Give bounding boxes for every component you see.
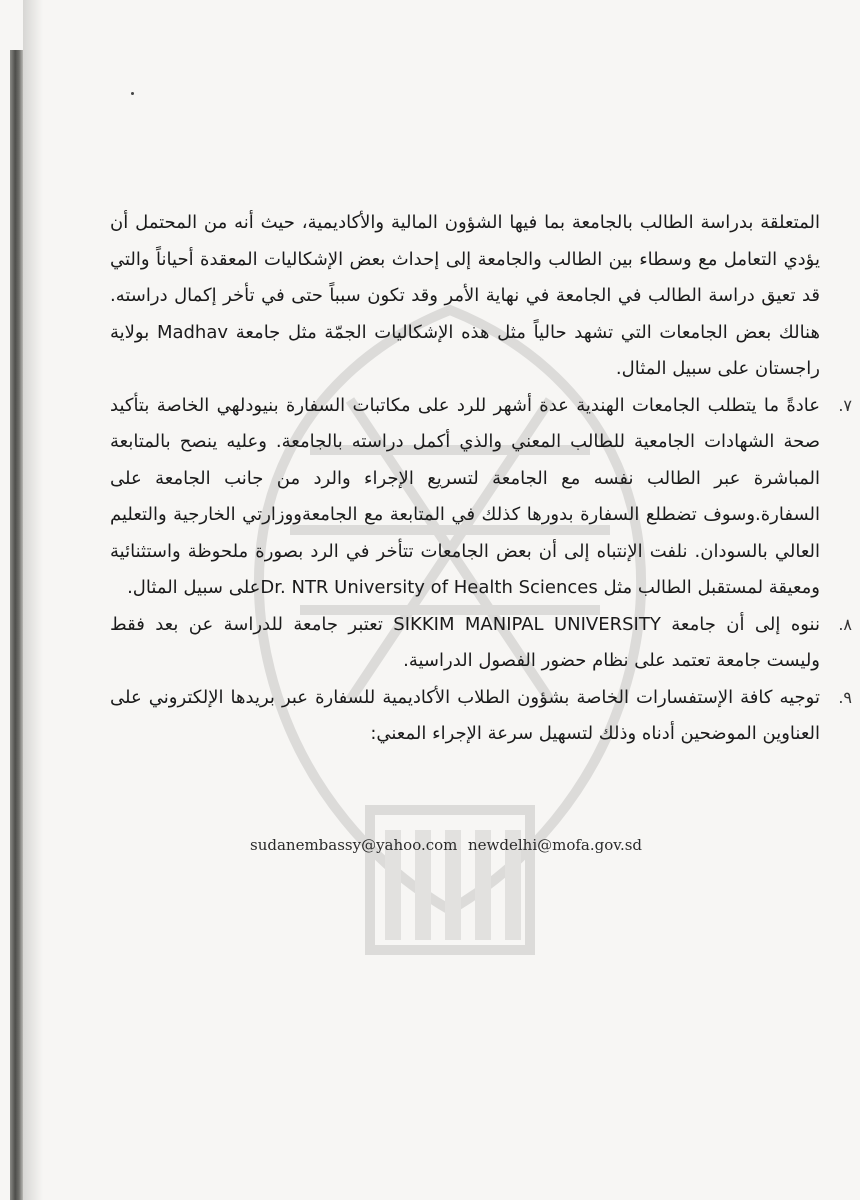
item-number: ٧. [838, 395, 852, 415]
item-text: ننوه إلى أن جامعة SIKKIM MANIPAL UNIVERSITY تعتبر جامعة للدراسة عن بعد فقط وليست جامعة تعتمد على نظام حضور الفصول الدراسية. [110, 613, 821, 671]
email-mofa-link[interactable]: newdelhi@mofa.gov.sd [468, 836, 643, 854]
intro-paragraph: المتعلقة بدراسة الطالب بالجامعة بما فيها الشؤون المالية والأكاديمية، حيث أنه من المحتمل أن يؤدي التعامل مع وسطاء بين الطالب والجامعة إلى إحداث بعض الإشكاليات المعقدة أحياناً والتي قد تعيق دراسة الطالب في الجامعة في نهاية الأمر وقد تكون سبباً حتى في تأخر إكمال دراسته. هنالك بعض الجامعات التي تشهد حالياً مثل هذه الإشكاليات الجمّة مثل جامعة Madhav بولاية راجستان على سبيل المثال. [110, 212, 820, 379]
document-body [110, 205, 852, 753]
list-item-7 [110, 388, 852, 607]
binding-strip [10, 50, 23, 1200]
binding-shadow [23, 0, 43, 1200]
scan-speck [131, 92, 134, 95]
list-item-8 [110, 607, 852, 680]
item-text: توجيه كافة الإستفسارات الخاصة بشؤون الطلاب الأكاديمية للسفارة عبر بريدها الإلكتروني على العناوين الموضحين أدناه وذلك لتسهيل سرعة الإجراء المعني: [110, 686, 820, 744]
list-item-9 [110, 680, 852, 753]
item-number: ٩. [838, 687, 852, 707]
item-number: ٨. [838, 614, 852, 634]
item-text: عادةً ما يتطلب الجامعات الهندية عدة أشهر للرد على مكاتبات السفارة بنيودلهي الخاصة بتأكيد صحة الشهادات الجامعية للطالب المعني والذي أكمل دراسته بالجامعة. وعليه ينصح بالمتابعة المباشرة عبر الطالب نفسه مع الجامعة لتسريع الإجراء والرد من جانب الجامعة على السفارة.وسوف تضطلع السفارة بدورها كذلك في المتابعة مع الجامعةووزارتي الخارجية والتعليم العالي بالسودان. نلفت الإنتباه إلى أن بعض الجامعات تتأخر في الرد بصورة ملحوظة واستثنائية ومعيقة لمستقبل الطالب مثل Dr. NTR University of Health Sciencesعلى سبيل المثال. [110, 394, 820, 598]
email-addresses [250, 836, 650, 858]
email-yahoo-link[interactable]: sudanembassy@yahoo.com [250, 836, 458, 854]
